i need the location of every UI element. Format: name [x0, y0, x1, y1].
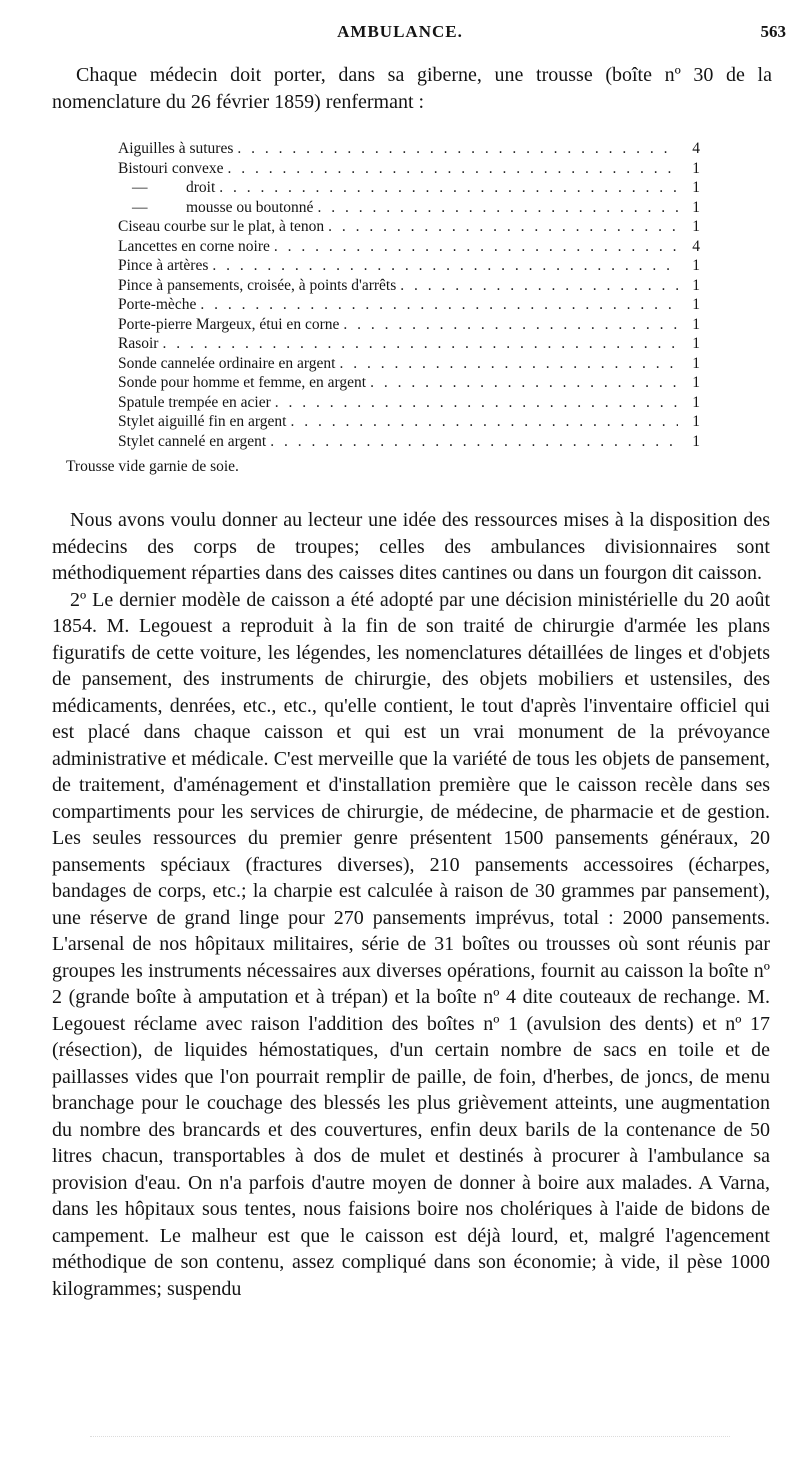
- instrument-quantity: 1: [692, 276, 700, 294]
- instrument-quantity: 1: [692, 413, 700, 430]
- instrument-row: [118, 256, 700, 276]
- dot-leader: [162, 334, 678, 354]
- instrument-quantity: 1: [692, 354, 700, 372]
- dot-leader: [274, 237, 678, 257]
- dot-leader: [339, 354, 678, 374]
- instrument-row: [118, 198, 700, 218]
- intro-paragraph: Chaque médecin doit porter, dans sa giberne, une trousse (boîte nº 30 de la nomenclature du 26 février 1859) renfermant :: [52, 64, 772, 113]
- instrument-row: [118, 139, 700, 159]
- instrument-name: Rasoir: [118, 335, 159, 352]
- body-text: [52, 507, 770, 1302]
- instrument-quantity: 4: [692, 237, 700, 255]
- instrument-list: [118, 139, 700, 451]
- instrument-quantity: 1: [692, 257, 700, 274]
- instrument-name: Spatule trempée en acier: [118, 393, 271, 411]
- instrument-row: [118, 178, 700, 198]
- ditto-dash: —: [132, 179, 148, 196]
- ditto-dash: —: [132, 198, 148, 216]
- dot-leader: [370, 373, 678, 393]
- instrument-name: Porte-pierre Margeux, étui en corne: [118, 315, 340, 333]
- instrument-name: Lancettes en corne noire: [118, 237, 270, 255]
- instrument-name: [118, 178, 215, 198]
- running-header: [0, 22, 800, 54]
- instrument-row: [118, 354, 700, 374]
- instrument-name-text: droit: [186, 179, 216, 196]
- instrument-quantity: 1: [692, 218, 700, 235]
- running-title: AMBULANCE.: [337, 22, 463, 41]
- instrument-name: Bistouri convexe: [118, 159, 224, 177]
- paragraph-caisson: 2º Le dernier modèle de caisson a été adopté par une décision ministérielle du 20 août 1854. M. Legouest a reproduit à la fin de son traité de chirurgie d'armée les plans figuratifs de cette voiture, les légendes, les nomenclatures détaillées de linges et d'objets de pansement, des instruments de chirurgie, des objets mobiliers et ustensiles, des médicaments, denrées, etc., etc., qu'elle contient, le tout d'après l'inventaire officiel qui est placé dans chaque caisson et qui est un vrai monument de la prévoyance administrative et médicale. C'est merveille que la variété de tous les objets de pansement, de traitement, d'aménagement et d'installation première que le caisson recèle dans ses compartiments pour les services de chirurgie, de médecine, de pharmacie et de gestion. Les seules ressources du premier genre présentent 1500 pansements généraux, 20 pansements spéciaux (fractures diverses), 210 pansements accessoires (écharpes, bandages de corps, etc.; la charpie est calculée à raison de 30 grammes par pansement), une réserve de grand linge pour 270 pansements imprévus, total : 2000 pansements. L'arsenal de nos hôpitaux militaires, série de 31 boîtes ou trousses où sont réunis par groupes les instruments nécessaires aux diverses opérations, fournit au caisson la boîte nº 2 (grande boîte à amputation et à trépan) et la boîte nº 4 dite couteaux de rechange. M. Legouest réclame avec raison l'addition des boîtes nº 1 (avulsion des dents) et nº 17 (résection), de liquides hémostatiques, d'un certain nombre de sacs en toile et de paillasses vides que l'on pourrait remplir de paille, de foin, d'herbes, de joncs, de menu branchage pour le couchage des blessés les plus grièvement atteints, une augmentation du nombre des brancards et des couvertures, enfin deux barils de la contenance de 50 litres chacun, transportables à dos de mulet et destinés à procurer à l'ambulance sa provision d'eau. On n'a parfois d'autre moyen de donner à boire aux malades. A Varna, dans les hôpitaux sous tentes, nous faisions boire nos cholériques à l'aide de bidons de campement. Le malheur est que le caisson est déjà lourd, et, malgré l'agencement méthodique de son contenu, assez compliqué dans son économie; à vide, il pèse 1000 kilogrammes; suspendu: [52, 588, 770, 1300]
- footer-rule: [90, 1436, 730, 1445]
- instrument-quantity: 1: [692, 432, 700, 450]
- page-number: 563: [760, 22, 786, 41]
- instrument-name: Pince à pansements, croisée, à points d'arrêts: [118, 276, 397, 294]
- instrument-row: [118, 334, 700, 354]
- dot-leader: [275, 393, 678, 413]
- dot-leader: [343, 315, 678, 335]
- instrument-row: [118, 237, 700, 257]
- instrument-quantity: 1: [692, 335, 700, 352]
- dot-leader: [317, 198, 678, 218]
- instrument-name: Sonde cannelée ordinaire en argent: [118, 354, 336, 372]
- instrument-name: Aiguilles à sutures: [118, 140, 234, 157]
- instrument-quantity: 1: [692, 393, 700, 411]
- dot-leader: [328, 217, 678, 237]
- instrument-row: [118, 412, 700, 432]
- instrument-name: Pince à artères: [118, 257, 209, 274]
- dot-leader: [400, 276, 678, 296]
- dot-leader: [270, 432, 678, 452]
- instrument-name-text: mousse ou boutonné: [186, 198, 314, 216]
- instrument-name: Sonde pour homme et femme, en argent: [118, 374, 367, 391]
- instrument-quantity: 1: [692, 159, 700, 177]
- instrument-quantity: 1: [692, 198, 700, 216]
- dot-leader: [219, 178, 678, 198]
- instrument-quantity: 1: [692, 179, 700, 196]
- instrument-name: [118, 198, 313, 218]
- paragraph-resources: Nous avons voulu donner au lecteur une idée des ressources mises à la disposition des médecins des corps de troupes; celles des ambulances divisionnaires sont méthodiquement réparties dans des caisses dites cantines ou dans un fourgon dit caisson.: [52, 509, 770, 584]
- instrument-row: [118, 295, 700, 315]
- instrument-quantity: 1: [692, 374, 700, 391]
- instrument-row: [118, 432, 700, 452]
- instrument-name: Porte-mèche: [118, 296, 197, 313]
- instrument-quantity: 1: [692, 296, 700, 313]
- closing-line: Trousse vide garnie de soie.: [66, 458, 239, 475]
- instrument-row: [118, 159, 700, 179]
- instrument-row: [118, 217, 700, 237]
- instrument-name: Ciseau courbe sur le plat, à tenon: [118, 218, 325, 235]
- instrument-name: Stylet cannelé en argent: [118, 432, 267, 450]
- instrument-row: [118, 393, 700, 413]
- dot-leader: [212, 256, 678, 276]
- instrument-row: [118, 276, 700, 296]
- dot-leader: [227, 159, 678, 179]
- instrument-quantity: 4: [692, 140, 700, 157]
- dot-leader: [237, 139, 678, 159]
- instrument-name: Stylet aiguillé fin en argent: [118, 413, 287, 430]
- instrument-quantity: 1: [692, 315, 700, 333]
- dot-leader: [290, 412, 678, 432]
- instrument-row: [118, 315, 700, 335]
- dot-leader: [200, 295, 678, 315]
- instrument-row: [118, 373, 700, 393]
